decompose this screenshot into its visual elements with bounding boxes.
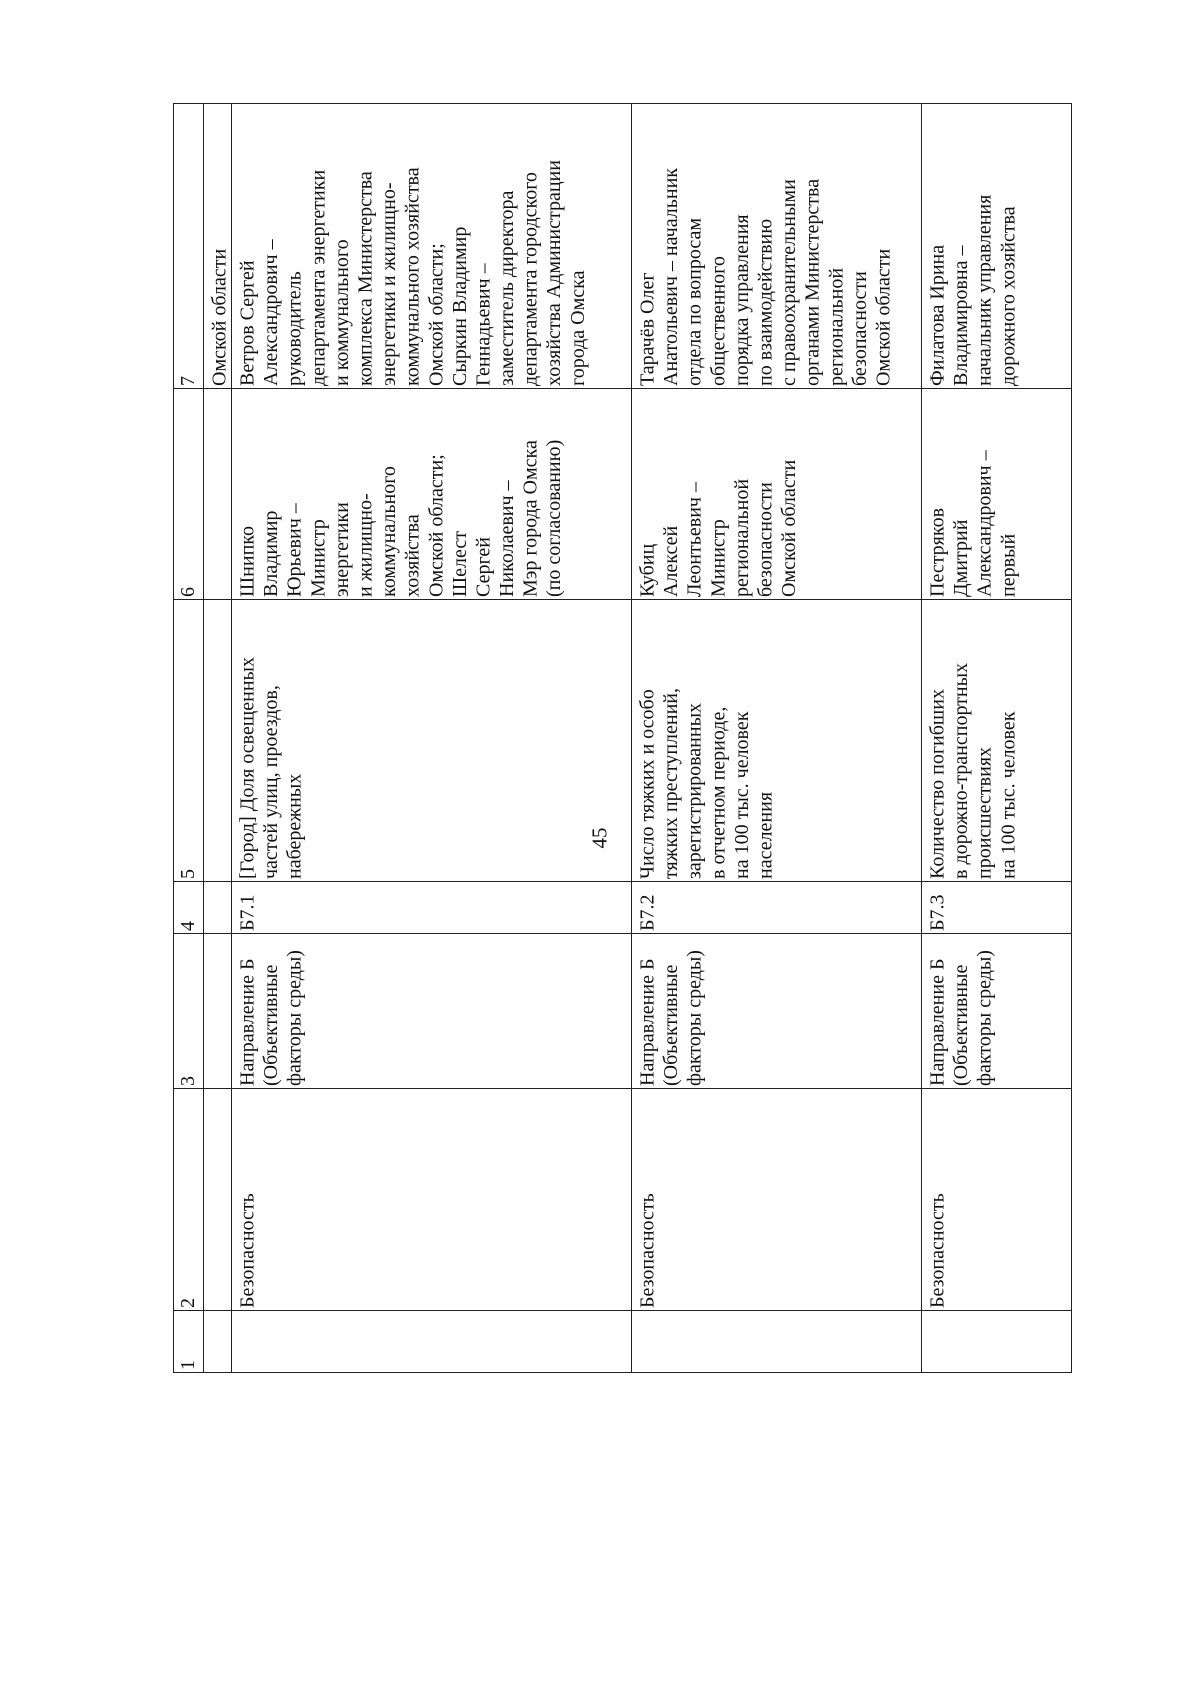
table-cell: Пестряков Дмитрий Александрович – первый xyxy=(922,389,1072,600)
page-number: 45 xyxy=(587,827,612,849)
table-cell xyxy=(204,934,232,1089)
rotated-table-container xyxy=(173,103,1071,1372)
table-cell xyxy=(204,882,232,934)
table-cell: Безопасность xyxy=(922,1089,1072,1311)
table-cell: [Город] Доля освещенных частей улиц, проездов, набережных xyxy=(232,600,632,882)
table-cell xyxy=(632,1311,922,1373)
table-cell xyxy=(922,1311,1072,1373)
table-row xyxy=(174,934,1072,1089)
table-cell: Б7.3 xyxy=(922,882,1072,934)
table-cell: Кубиц Алексей Леонтьевич – Министр региональной безопасности Омской области xyxy=(632,389,922,600)
table-cell xyxy=(204,1311,232,1373)
table-cell: Направление Б (Объективные факторы среды) xyxy=(922,934,1072,1089)
table-cell: Направление Б (Объективные факторы среды) xyxy=(632,934,922,1089)
column-number-cell: 3 xyxy=(174,934,204,1089)
indicators-table xyxy=(173,103,1072,1373)
table-cell: Б7.2 xyxy=(632,882,922,934)
table-row xyxy=(174,1089,1072,1311)
table-cell: Количество погибших в дорожно-транспортных происшествиях на 100 тыс. человек xyxy=(922,600,1072,882)
column-number-cell: 2 xyxy=(174,1089,204,1311)
table-cell xyxy=(232,1311,632,1373)
table-cell: Направление Б (Объективные факторы среды) xyxy=(232,934,632,1089)
table-row xyxy=(174,104,1072,389)
table-row xyxy=(174,600,1072,882)
table-cell: Шнипко Владимир Юрьевич – Министр энергетики и жилищно- коммунального хозяйства Омской области; Шелест Сергей Николаевич – Мэр города Омска (по согласованию) xyxy=(232,389,632,600)
column-number-cell: 4 xyxy=(174,882,204,934)
table-cell: Ветров Сергей Александрович – руководитель департамента энергетики и коммунального комплекса Министерства энергетики и жилищно- коммунального хозяйства Омской области; Сыркин Владимир Геннадьевич – заместитель директора департамента городского хозяйства Администрации города Омска xyxy=(232,104,632,389)
column-number-cell: 7 xyxy=(174,104,204,389)
column-number-cell: 5 xyxy=(174,600,204,882)
column-number-cell: 1 xyxy=(174,1311,204,1373)
table-row xyxy=(174,389,1072,600)
table-cell: Филатова Ирина Владимировна – начальник управления дорожного хозяйства xyxy=(922,104,1072,389)
table-cell: Тарачёв Олег Анатольевич – начальник отдела по вопросам общественного порядка управления по взаимодействию с правоохранительными органами Министерства региональной безопасности Омской области xyxy=(632,104,922,389)
table-cell xyxy=(204,389,232,600)
table-row xyxy=(174,882,1072,934)
table-cell: Число тяжких и особо тяжких преступлений, зарегистрированных в отчетном периоде, на 100 тыс. человек населения xyxy=(632,600,922,882)
table-cell: Омской области xyxy=(204,104,232,389)
table-row xyxy=(174,1311,1072,1373)
table-cell: Б7.1 xyxy=(232,882,632,934)
table-cell xyxy=(204,600,232,882)
table-cell: Безопасность xyxy=(632,1089,922,1311)
column-number-cell: 6 xyxy=(174,389,204,600)
table-cell: Безопасность xyxy=(232,1089,632,1311)
table-cell xyxy=(204,1089,232,1311)
